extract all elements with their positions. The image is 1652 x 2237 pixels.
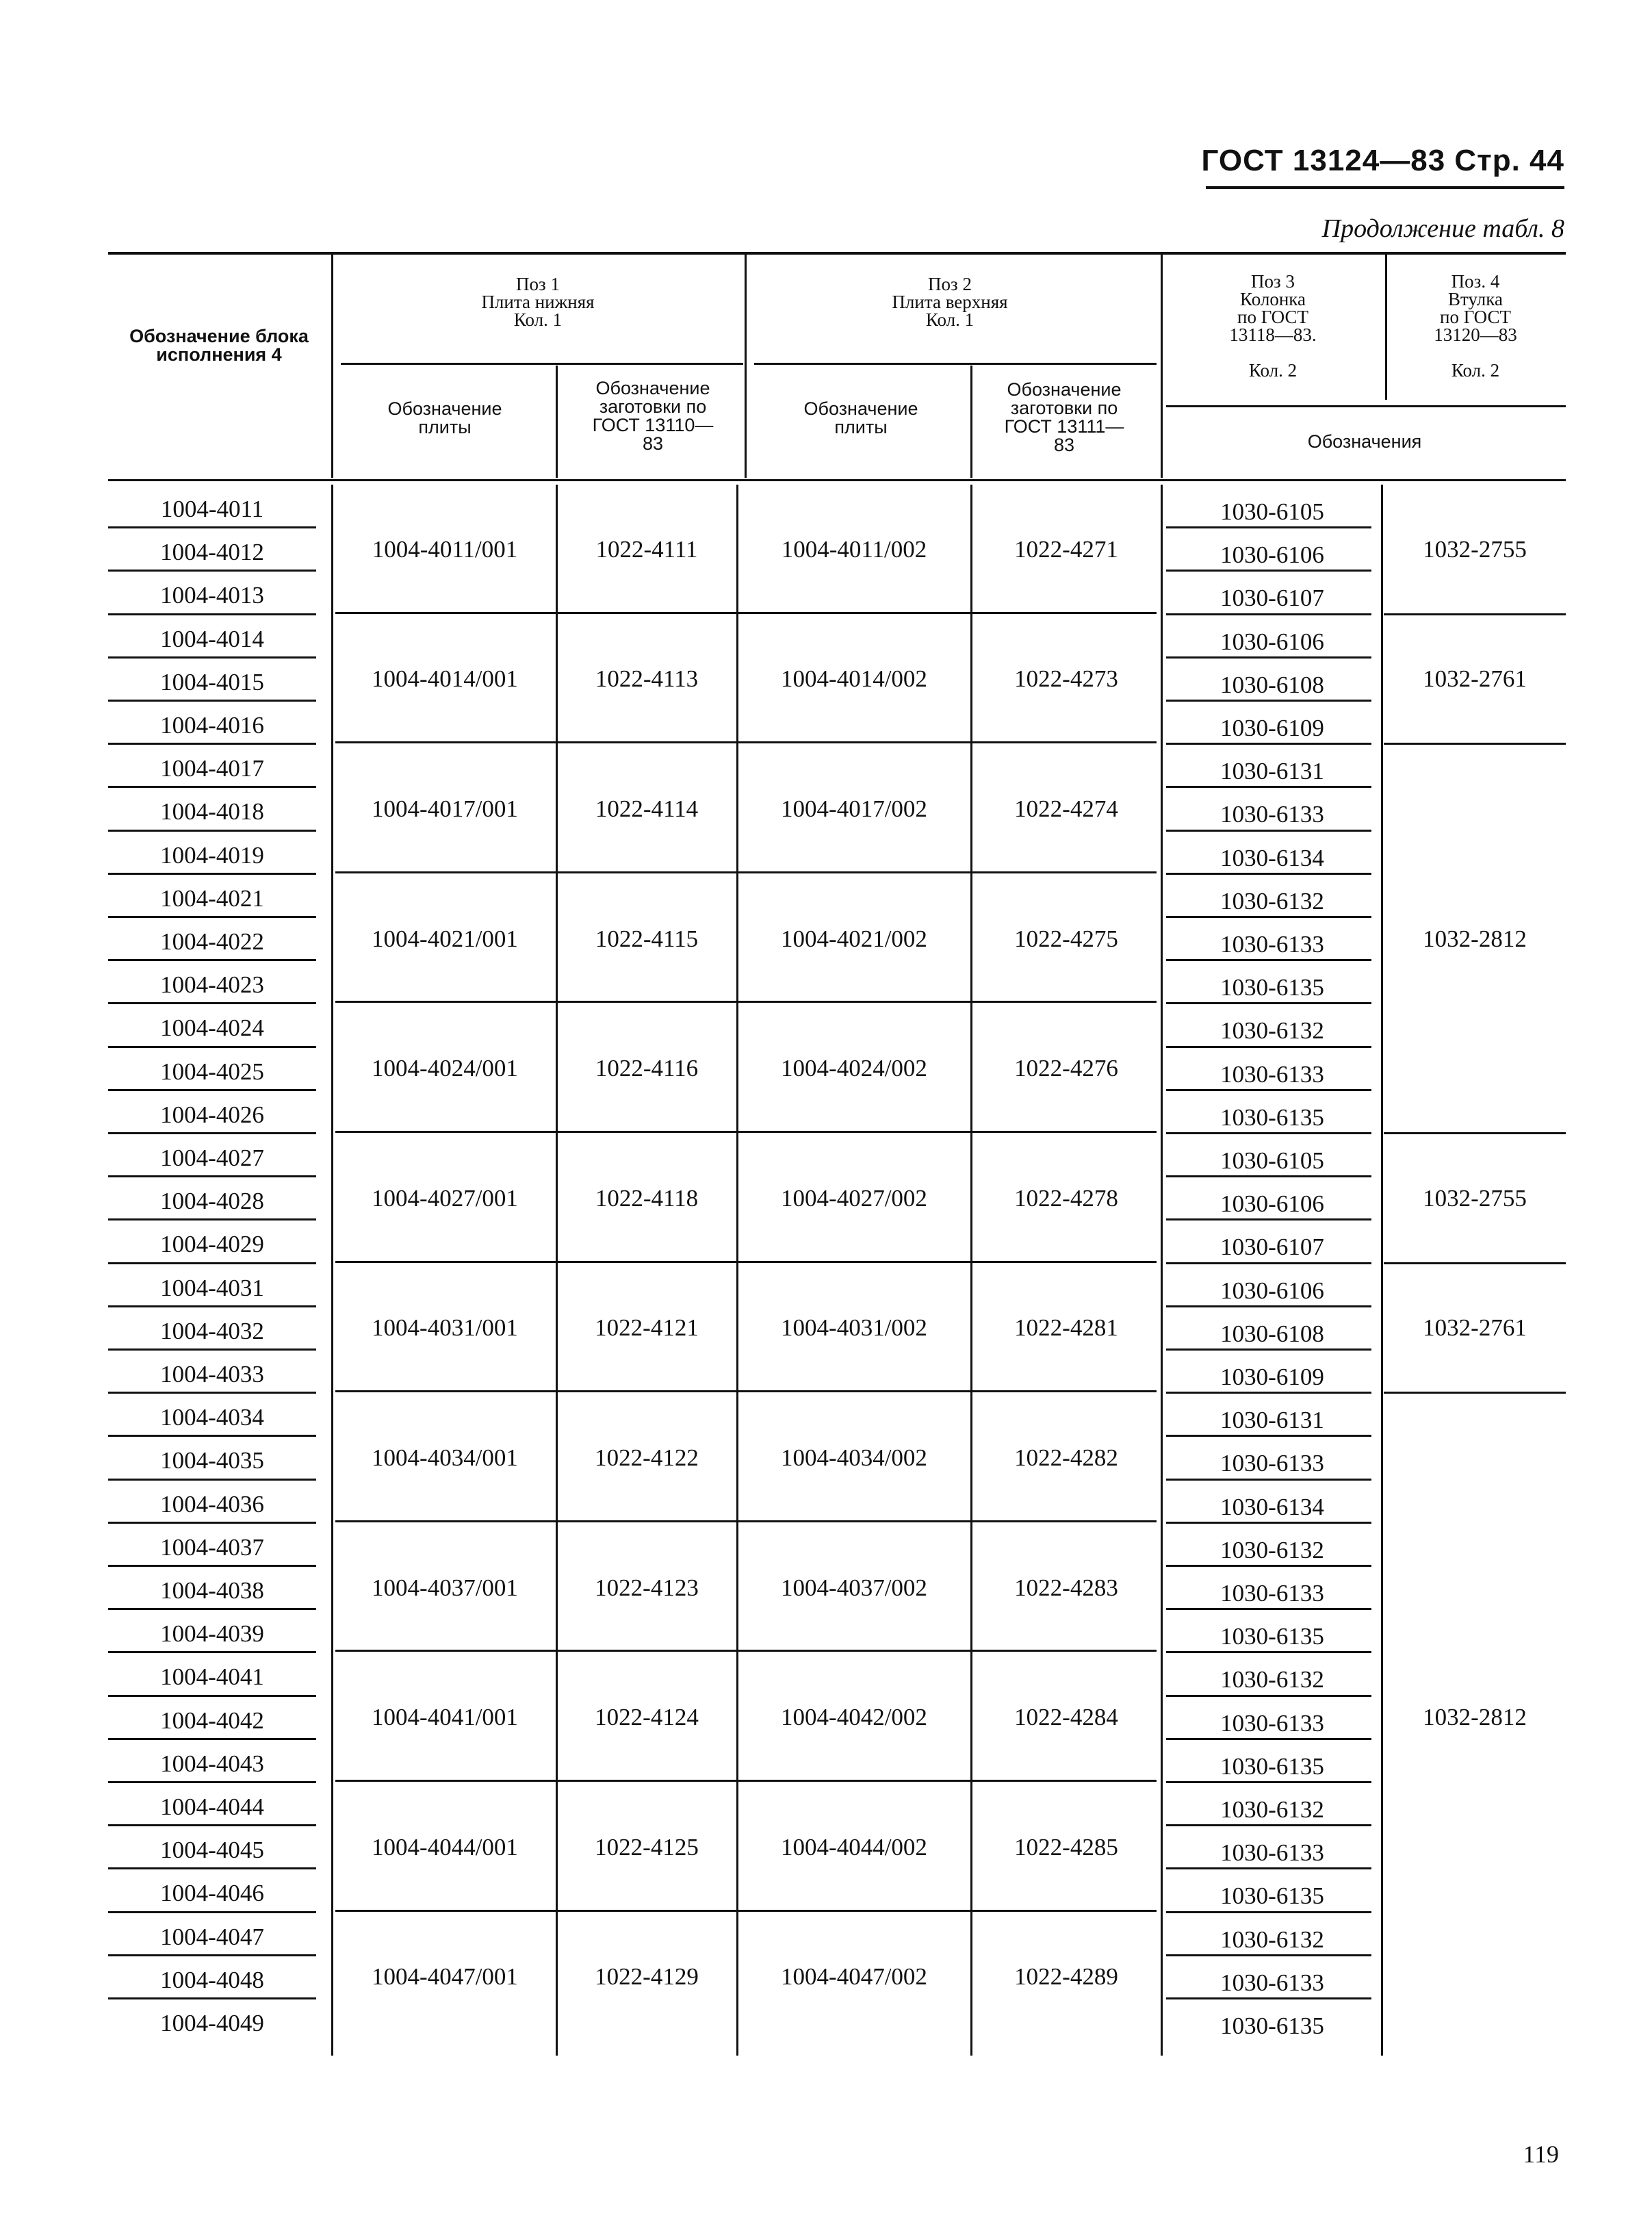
block-row-divider bbox=[108, 1954, 316, 1956]
column-designation-cell: 1030-6105 bbox=[1220, 1147, 1324, 1174]
group-plate_low-cell: 1004-4011/001 bbox=[372, 535, 518, 563]
column-designation-cell: 1030-6107 bbox=[1220, 585, 1324, 612]
group-blank_up-cell: 1022-4284 bbox=[1014, 1704, 1118, 1731]
column-designation-cell: 1030-6133 bbox=[1220, 801, 1324, 828]
group-divider bbox=[335, 1001, 1157, 1003]
group-blank_low-cell: 1022-4115 bbox=[595, 925, 699, 952]
block-cell: 1004-4029 bbox=[160, 1231, 264, 1258]
group-plate_up-cell: 1004-4031/002 bbox=[781, 1314, 927, 1342]
group-blank_up-cell: 1022-4273 bbox=[1014, 665, 1118, 693]
document-header: ГОСТ 13124—83 Стр. 44 bbox=[1201, 144, 1564, 177]
group-divider bbox=[335, 1910, 1157, 1912]
block-cell: 1004-4032 bbox=[160, 1317, 264, 1344]
column-designation-cell: 1030-6132 bbox=[1220, 1666, 1324, 1693]
block-row-divider bbox=[108, 1435, 316, 1437]
group-blank_up-cell: 1022-4275 bbox=[1014, 925, 1118, 952]
block-cell: 1004-4044 bbox=[160, 1793, 264, 1820]
block-cell: 1004-4027 bbox=[160, 1145, 264, 1171]
block-cell: 1004-4023 bbox=[160, 971, 264, 999]
group-divider bbox=[335, 1520, 1157, 1522]
group-blank_low-cell: 1022-4122 bbox=[595, 1444, 699, 1471]
group-plate_low-cell: 1004-4024/001 bbox=[372, 1055, 518, 1082]
column-row-divider bbox=[1166, 1392, 1371, 1394]
group-divider bbox=[335, 1261, 1157, 1263]
pos3-name: Колонка bbox=[1240, 289, 1306, 309]
pos1-name: Плита нижняя bbox=[481, 292, 595, 312]
block-row-divider bbox=[108, 916, 316, 918]
pos3-qty: Кол. 2 bbox=[1248, 360, 1298, 381]
column-designation-cell: 1030-6133 bbox=[1220, 1709, 1324, 1737]
header-vline-1 bbox=[331, 255, 333, 478]
bushing-cell: 1032-2755 bbox=[1423, 1184, 1527, 1212]
column-row-divider bbox=[1166, 1132, 1371, 1134]
column-designation-cell: 1030-6107 bbox=[1220, 1233, 1324, 1261]
column-row-divider bbox=[1166, 1305, 1371, 1307]
block-row-divider bbox=[108, 1348, 316, 1351]
column-designation-cell: 1030-6135 bbox=[1220, 1882, 1324, 1910]
group-plate_low-cell: 1004-4044/001 bbox=[372, 1833, 518, 1861]
group-plate_low-cell: 1004-4014/001 bbox=[372, 665, 518, 693]
group-blank_up-cell: 1022-4276 bbox=[1014, 1055, 1118, 1082]
block-cell: 1004-4038 bbox=[160, 1577, 264, 1604]
block-cell: 1004-4018 bbox=[160, 798, 264, 826]
table-top-border bbox=[108, 252, 1566, 255]
pos2-plate-header: Обозначение плиты bbox=[803, 398, 918, 437]
group-plate_low-cell: 1004-4034/001 bbox=[372, 1444, 518, 1471]
column-designation-cell: 1030-6133 bbox=[1220, 1060, 1324, 1088]
column-designation-cell: 1030-6135 bbox=[1220, 1623, 1324, 1650]
column-row-divider bbox=[1166, 1695, 1371, 1697]
column-designation-cell: 1030-6106 bbox=[1220, 1190, 1324, 1218]
column-designation-cell: 1030-6134 bbox=[1220, 1493, 1324, 1520]
column-designation-cell: 1030-6133 bbox=[1220, 1450, 1324, 1477]
group-plate_up-cell: 1004-4047/002 bbox=[781, 1963, 927, 1991]
column-designation-cell: 1030-6132 bbox=[1220, 1926, 1324, 1953]
block-row-divider bbox=[108, 1392, 316, 1394]
block-row-divider bbox=[108, 1522, 316, 1524]
bushing-divider bbox=[1384, 613, 1566, 615]
column-designation-cell: 1030-6132 bbox=[1220, 1017, 1324, 1045]
block-cell: 1004-4012 bbox=[160, 539, 264, 566]
group-plate_up-cell: 1004-4044/002 bbox=[781, 1833, 927, 1861]
block-cell: 1004-4013 bbox=[160, 582, 264, 609]
block-row-divider bbox=[108, 700, 316, 702]
header-underline bbox=[1206, 186, 1564, 189]
column-designation-cell: 1030-6132 bbox=[1220, 1536, 1324, 1563]
block-cell: 1004-4048 bbox=[160, 1966, 264, 1993]
pos2-qty: Кол. 1 bbox=[925, 309, 975, 330]
column-row-divider bbox=[1166, 916, 1371, 918]
pos4-qty: Кол. 2 bbox=[1451, 360, 1500, 381]
bushing-cell: 1032-2755 bbox=[1423, 535, 1527, 563]
column-row-divider bbox=[1166, 1954, 1371, 1956]
group-divider bbox=[335, 1780, 1157, 1782]
block-cell: 1004-4034 bbox=[160, 1404, 264, 1431]
group-divider bbox=[335, 741, 1157, 743]
block-cell: 1004-4026 bbox=[160, 1101, 264, 1128]
column-row-divider bbox=[1166, 1738, 1371, 1740]
header-hline-pos1 bbox=[341, 363, 743, 365]
column-row-divider bbox=[1166, 1175, 1371, 1177]
header-vline-3 bbox=[1161, 255, 1163, 478]
group-divider bbox=[335, 1650, 1157, 1652]
column-designation-cell: 1030-6135 bbox=[1220, 1752, 1324, 1780]
block-cell: 1004-4042 bbox=[160, 1706, 264, 1734]
page-number: 119 bbox=[1523, 2140, 1559, 2168]
column-designation-cell: 1030-6133 bbox=[1220, 931, 1324, 958]
column-row-divider bbox=[1166, 1911, 1371, 1913]
header-vline-6 bbox=[970, 366, 972, 478]
block-row-divider bbox=[108, 613, 316, 615]
block-cell: 1004-4022 bbox=[160, 928, 264, 955]
block-row-divider bbox=[108, 1997, 316, 1999]
block-cell: 1004-4025 bbox=[160, 1058, 264, 1085]
block-row-divider bbox=[108, 1911, 316, 1913]
bushing-divider bbox=[1384, 1132, 1566, 1134]
pos1-header bbox=[333, 275, 743, 329]
group-blank_low-cell: 1022-4116 bbox=[595, 1055, 699, 1082]
column-row-divider bbox=[1166, 1435, 1371, 1437]
group-plate_up-cell: 1004-4011/002 bbox=[781, 535, 927, 563]
block-row-divider bbox=[108, 1132, 316, 1134]
group-blank_low-cell: 1022-4111 bbox=[595, 535, 698, 563]
column-designation-cell: 1030-6135 bbox=[1220, 1103, 1324, 1131]
pos3-title: Поз 3 bbox=[1251, 271, 1295, 292]
column-row-divider bbox=[1166, 830, 1371, 832]
block-cell: 1004-4016 bbox=[160, 712, 264, 739]
group-divider bbox=[335, 871, 1157, 873]
column-designation-cell: 1030-6108 bbox=[1220, 1320, 1324, 1347]
column-row-divider bbox=[1166, 1002, 1371, 1004]
pos1-blank-header: Обозначение заготовки по ГОСТ 13110—83 bbox=[592, 378, 714, 454]
block-cell: 1004-4033 bbox=[160, 1361, 264, 1388]
block-row-divider bbox=[108, 1089, 316, 1091]
pos3-std: по ГОСТ 13118—83. bbox=[1229, 307, 1317, 345]
block-cell: 1004-4046 bbox=[160, 1880, 264, 1907]
block-row-divider bbox=[108, 1218, 316, 1220]
column-row-divider bbox=[1166, 570, 1371, 572]
block-cell: 1004-4047 bbox=[160, 1923, 264, 1950]
body-vline-0 bbox=[331, 485, 333, 2056]
block-row-divider bbox=[108, 1262, 316, 1264]
group-plate_up-cell: 1004-4027/002 bbox=[781, 1184, 927, 1212]
column-row-divider bbox=[1166, 1997, 1371, 1999]
designations-header: Обозначения bbox=[1307, 431, 1422, 452]
block-row-divider bbox=[108, 1002, 316, 1004]
column-row-divider bbox=[1166, 526, 1371, 528]
block-row-divider bbox=[108, 656, 316, 659]
bushing-divider bbox=[1384, 1392, 1566, 1394]
column-designation-cell: 1030-6106 bbox=[1220, 541, 1324, 569]
block-cell: 1004-4017 bbox=[160, 755, 264, 782]
group-blank_up-cell: 1022-4281 bbox=[1014, 1314, 1118, 1342]
column-row-divider bbox=[1166, 786, 1371, 788]
pos3-header bbox=[1163, 272, 1382, 379]
column-row-divider bbox=[1166, 700, 1371, 702]
block-row-divider bbox=[108, 1738, 316, 1740]
column-designation-cell: 1030-6133 bbox=[1220, 1969, 1324, 1996]
header-bottom-border bbox=[108, 479, 1566, 481]
group-blank_low-cell: 1022-4114 bbox=[595, 795, 699, 822]
block-cell: 1004-4031 bbox=[160, 1274, 264, 1301]
column-row-divider bbox=[1166, 1522, 1371, 1524]
bushing-cell: 1032-2761 bbox=[1423, 1314, 1527, 1342]
column-designation-cell: 1030-6131 bbox=[1220, 1407, 1324, 1434]
column-row-divider bbox=[1166, 613, 1371, 615]
group-divider bbox=[335, 1390, 1157, 1392]
group-divider bbox=[335, 612, 1157, 614]
block-cell: 1004-4019 bbox=[160, 841, 264, 869]
block-row-divider bbox=[108, 1046, 316, 1048]
bushing-divider bbox=[1384, 1262, 1566, 1264]
column-row-divider bbox=[1166, 1565, 1371, 1567]
block-cell: 1004-4036 bbox=[160, 1490, 264, 1518]
block-cell: 1004-4043 bbox=[160, 1750, 264, 1777]
column-row-divider bbox=[1166, 1824, 1371, 1826]
column-row-divider bbox=[1166, 1867, 1371, 1869]
col-block-designation-header: Обозначение блока исполнения 4 bbox=[129, 326, 309, 365]
block-cell: 1004-4011 bbox=[160, 496, 264, 522]
block-cell: 1004-4049 bbox=[160, 2010, 264, 2036]
body-vline-4 bbox=[1161, 485, 1163, 2056]
column-row-divider bbox=[1166, 743, 1371, 745]
column-row-divider bbox=[1166, 1348, 1371, 1351]
block-row-divider bbox=[108, 526, 316, 528]
group-plate_low-cell: 1004-4041/001 bbox=[372, 1704, 518, 1731]
pos4-header bbox=[1386, 272, 1564, 379]
group-plate_up-cell: 1004-4037/002 bbox=[781, 1574, 927, 1601]
body-vline-2 bbox=[736, 485, 738, 2056]
body-vline-5 bbox=[1381, 485, 1383, 2056]
group-plate_low-cell: 1004-4031/001 bbox=[372, 1314, 518, 1342]
group-blank_low-cell: 1022-4113 bbox=[595, 665, 699, 693]
group-blank_up-cell: 1022-4278 bbox=[1014, 1184, 1118, 1212]
group-blank_low-cell: 1022-4124 bbox=[595, 1704, 699, 1731]
pos4-name: Втулка bbox=[1448, 289, 1503, 309]
pos2-title: Поз 2 bbox=[928, 274, 972, 294]
column-designation-cell: 1030-6106 bbox=[1220, 628, 1324, 655]
block-row-divider bbox=[108, 1565, 316, 1567]
group-blank_up-cell: 1022-4285 bbox=[1014, 1833, 1118, 1861]
group-blank_up-cell: 1022-4282 bbox=[1014, 1444, 1118, 1471]
body-vline-1 bbox=[556, 485, 558, 2056]
group-plate_up-cell: 1004-4042/002 bbox=[781, 1704, 927, 1731]
block-row-divider bbox=[108, 1608, 316, 1610]
pos2-name: Плита верхняя bbox=[892, 292, 1008, 312]
block-row-divider bbox=[108, 1175, 316, 1177]
header-hline-designations bbox=[1166, 405, 1566, 407]
pos2-blank-header: Обозначение заготовки по ГОСТ 13111—83 bbox=[1004, 379, 1124, 455]
block-row-divider bbox=[108, 1867, 316, 1869]
column-designation-cell: 1030-6135 bbox=[1220, 2012, 1324, 2039]
block-row-divider bbox=[108, 959, 316, 961]
group-blank_up-cell: 1022-4283 bbox=[1014, 1574, 1118, 1601]
group-plate_low-cell: 1004-4047/001 bbox=[372, 1963, 518, 1991]
block-row-divider bbox=[108, 1695, 316, 1697]
block-cell: 1004-4039 bbox=[160, 1620, 264, 1648]
block-cell: 1004-4028 bbox=[160, 1188, 264, 1215]
pos1-title: Поз 1 bbox=[516, 274, 560, 294]
pos2-header bbox=[745, 275, 1155, 329]
group-divider bbox=[335, 1131, 1157, 1133]
column-row-divider bbox=[1166, 1089, 1371, 1091]
column-designation-cell: 1030-6131 bbox=[1220, 758, 1324, 785]
column-designation-cell: 1030-6133 bbox=[1220, 1580, 1324, 1607]
column-designation-cell: 1030-6106 bbox=[1220, 1277, 1324, 1304]
group-blank_low-cell: 1022-4129 bbox=[595, 1963, 699, 1991]
block-row-divider bbox=[108, 873, 316, 875]
column-row-divider bbox=[1166, 656, 1371, 659]
column-designation-cell: 1030-6105 bbox=[1220, 498, 1324, 525]
body-vline-3 bbox=[970, 485, 972, 2056]
block-cell: 1004-4035 bbox=[160, 1447, 264, 1474]
group-plate_low-cell: 1004-4017/001 bbox=[372, 795, 518, 822]
group-plate_low-cell: 1004-4021/001 bbox=[372, 925, 518, 952]
column-designation-cell: 1030-6109 bbox=[1220, 1364, 1324, 1390]
header-vline-2 bbox=[745, 255, 747, 478]
block-cell: 1004-4015 bbox=[160, 668, 264, 695]
group-blank_low-cell: 1022-4118 bbox=[595, 1184, 699, 1212]
group-blank_up-cell: 1022-4289 bbox=[1014, 1963, 1118, 1991]
group-blank_up-cell: 1022-4271 bbox=[1014, 535, 1118, 563]
column-designation-cell: 1030-6134 bbox=[1220, 844, 1324, 871]
group-blank_low-cell: 1022-4121 bbox=[595, 1314, 699, 1342]
column-row-divider bbox=[1166, 1781, 1371, 1783]
bushing-cell: 1032-2812 bbox=[1423, 925, 1527, 952]
bushing-cell: 1032-2812 bbox=[1423, 1704, 1527, 1731]
group-plate_up-cell: 1004-4017/002 bbox=[781, 795, 927, 822]
block-row-divider bbox=[108, 1305, 316, 1307]
table-continuation-label: Продолжение табл. 8 bbox=[1321, 214, 1564, 243]
column-designation-cell: 1030-6133 bbox=[1220, 1839, 1324, 1867]
block-row-divider bbox=[108, 1824, 316, 1826]
group-plate_up-cell: 1004-4034/002 bbox=[781, 1444, 927, 1471]
column-row-divider bbox=[1166, 1046, 1371, 1048]
block-row-divider bbox=[108, 1781, 316, 1783]
block-row-divider bbox=[108, 1479, 316, 1481]
column-designation-cell: 1030-6109 bbox=[1220, 715, 1324, 741]
block-row-divider bbox=[108, 830, 316, 832]
column-row-divider bbox=[1166, 1479, 1371, 1481]
group-plate_up-cell: 1004-4024/002 bbox=[781, 1055, 927, 1082]
group-blank_low-cell: 1022-4123 bbox=[595, 1574, 699, 1601]
block-cell: 1004-4037 bbox=[160, 1533, 264, 1561]
column-designation-cell: 1030-6135 bbox=[1220, 974, 1324, 1001]
bushing-divider bbox=[1384, 743, 1566, 745]
column-designation-cell: 1030-6132 bbox=[1220, 887, 1324, 915]
group-plate_up-cell: 1004-4014/002 bbox=[781, 665, 927, 693]
block-cell: 1004-4014 bbox=[160, 625, 264, 652]
column-row-divider bbox=[1166, 1262, 1371, 1264]
header-hline-pos2 bbox=[754, 363, 1157, 365]
column-row-divider bbox=[1166, 1218, 1371, 1220]
block-cell: 1004-4024 bbox=[160, 1014, 264, 1042]
block-cell: 1004-4021 bbox=[160, 884, 264, 912]
column-designation-cell: 1030-6132 bbox=[1220, 1796, 1324, 1823]
bushing-cell: 1032-2761 bbox=[1423, 665, 1527, 693]
column-row-divider bbox=[1166, 1608, 1371, 1610]
group-plate_low-cell: 1004-4027/001 bbox=[372, 1184, 518, 1212]
pos4-std: по ГОСТ 13120—83 bbox=[1434, 307, 1517, 345]
pos1-plate-header: Обозначение плиты bbox=[387, 398, 502, 437]
block-cell: 1004-4041 bbox=[160, 1663, 264, 1691]
column-row-divider bbox=[1166, 873, 1371, 875]
group-plate_up-cell: 1004-4021/002 bbox=[781, 925, 927, 952]
block-row-divider bbox=[108, 570, 316, 572]
header-vline-5 bbox=[556, 366, 558, 478]
group-blank_up-cell: 1022-4274 bbox=[1014, 795, 1118, 822]
header-vline-4 bbox=[1385, 255, 1387, 400]
block-cell: 1004-4045 bbox=[160, 1837, 264, 1864]
column-designation-cell: 1030-6108 bbox=[1220, 671, 1324, 698]
pos1-qty: Кол. 1 bbox=[513, 309, 563, 330]
block-row-divider bbox=[108, 743, 316, 745]
block-row-divider bbox=[108, 1651, 316, 1653]
block-row-divider bbox=[108, 786, 316, 788]
column-row-divider bbox=[1166, 959, 1371, 961]
group-plate_low-cell: 1004-4037/001 bbox=[372, 1574, 518, 1601]
pos4-title: Поз. 4 bbox=[1451, 271, 1500, 292]
group-blank_low-cell: 1022-4125 bbox=[595, 1833, 699, 1861]
column-row-divider bbox=[1166, 1651, 1371, 1653]
